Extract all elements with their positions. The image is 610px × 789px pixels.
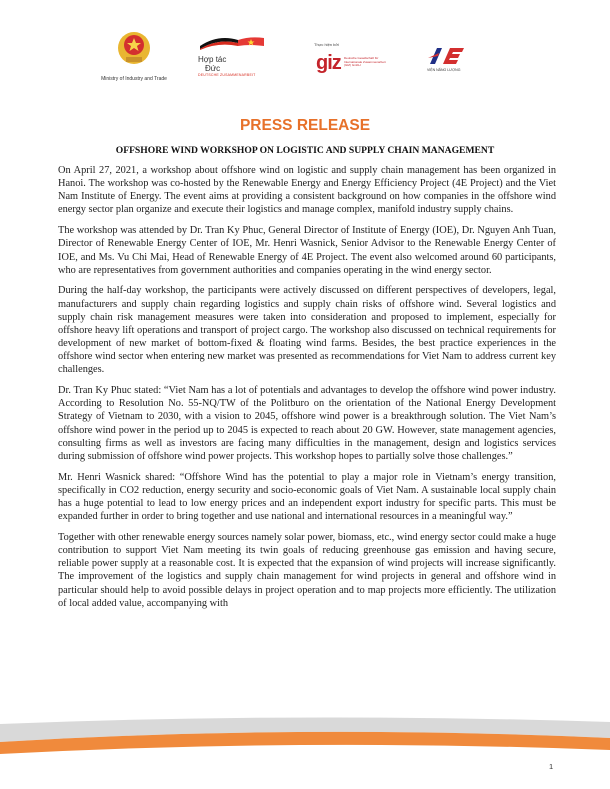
german-cooperation-logo [198,34,268,77]
paragraph: The workshop was attended by Dr. Tran Ky Phuc, General Director of Institute of Energy (IOE), Dr. Nguyen Anh Tuan, Director of Renewable Energy Center of IOE, Mr. Henri Wasnick, Senior Advisor to the Renewable Energy Center of IOE, and Ms. Vu Chi Mai, Head of Renewable Energy of 4E Project. The event also welcomed around 60 participants, who are representatives from government authorities and companies operating in the wind energy sector. [58,225,556,276]
giz-wordmark: giz [316,52,341,74]
giz-description: Deutsche Gesellschaft für Internationale Zusammenarbeit (GIZ) GmbH [344,56,386,67]
ie-caption: VIỆN NĂNG LƯỢNG [427,68,461,72]
paragraph: During the half-day workshop, the participants were actively discussed on different perspectives of developers, legal, manufacturers and supply chain regarding logistics and supply chain risks of offshore wind. Several logistics and supply chain risk management measures were taken into consideration and proposed to implement, especially for offshore heavy lift operations and transport of project cargo. The workshop also discussed on technical requirements for development of new market of bottom-fixed & floating wind farms. Besides, the best practice experiences in the offshore wind sector when entering new market was presented as recommendations for Viet Nam to address current key challenges. [58,285,556,376]
page-number: 1 [549,762,554,771]
footer-band [0,716,610,756]
article-body [58,164,556,617]
ministry-caption: Ministry of Industry and Trade [101,76,167,82]
ministry-logo [88,30,180,82]
page-subtitle: OFFSHORE WIND WORKSHOP ON LOGISTIC AND SUPPLY CHAIN MANAGEMENT [115,145,495,156]
paragraph: Dr. Tran Ky Phuc stated: “Viet Nam has a lot of potentials and advantages to develop the offshore wind power industry. According to Resolution No. 55-NQ/TW of the Politburo on the orientation of the National Energy Development Strategy of Vietnam to 2030, with a vision to 2045, offshore wind power is a breakthrough solution. The Viet Nam’s offshore wind power in the period up to 2045 is expected to reach about 20 GW. However, state management agencies, consulting firms as well as investors are facing many difficulties in the management, design and logistics services during submission of offshore wind power projects. This workshop hopes to partially solve those challenges.” [58,385,556,462]
paragraph: On April 27, 2021, a workshop about offshore wind on logistic and supply chain management has been organized in Hanoi. The workshop was co-hosted by the Renewable Energy and Energy Efficiency Project (4E Project) and the Viet Nam Institute of Energy. The event aims at providing a consistent background on how companies in the offshore wind energy sector plan organize and execute their logistics and manage complex, manifold industry supply chains. [58,165,556,216]
hoptac-line3: DEUTSCHE ZUSAMMENARBEIT [198,73,256,77]
hoptac-line1: Hợp tác [198,55,227,64]
paragraph: Mr. Henri Wasnick shared: “Offshore Wind has the potential to play a major role in Vietnam’s energy transition, specifically in CO2 reduction, energy security and socio-economic goals of Viet Nam. A sustainable local supply chain has a huge potential to lead to low energy prices and an independent export industry for specific parts. This must be expanded further in order to bring together and use national and international resources in a meaningful way.” [58,471,556,523]
state-emblem-icon [88,30,180,68]
flag-swoosh-icon [198,34,268,50]
paragraph: Together with other renewable energy sources namely solar power, biomass, etc., wind energy sector could make a huge contribution to support Viet Nam meeting its twin goals of reducing greenhouse gas emission and having secure, reliable power supply at a reasonable cost. It is expected that the expansion of wind projects will increase significantly. The improvement of the logistics and supply chain management for wind projects in general and offshore wind in particular should help to avoid possible delays in project operation and to map projects more efficiently. The utilization of local added value, accompanying with [58,531,556,609]
hoptac-line2: Đức [205,64,221,73]
page-title: PRESS RELEASE [239,117,371,134]
giz-small-text: Thực hiện bởi [314,42,339,47]
institute-of-energy-logo [427,44,467,71]
ie-mark-icon [427,44,467,66]
